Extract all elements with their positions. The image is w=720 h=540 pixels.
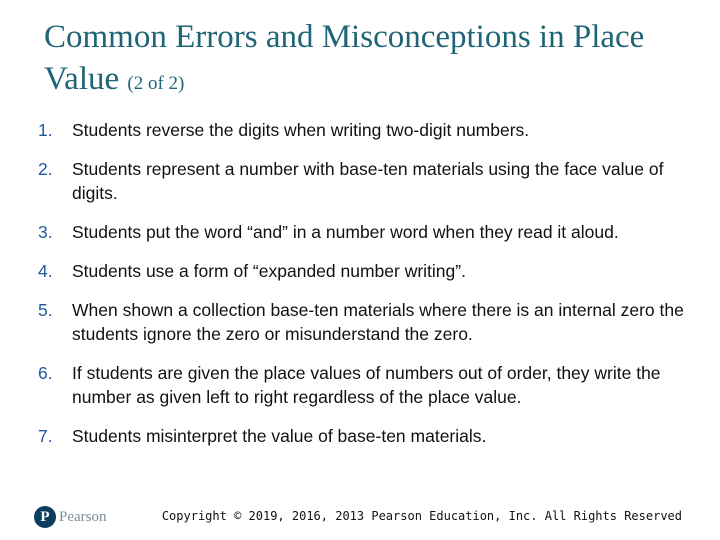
list-item-text: Students put the word “and” in a number word when they read it aloud. bbox=[72, 222, 619, 242]
list-item bbox=[38, 424, 698, 448]
misconceptions-list bbox=[38, 118, 698, 463]
list-item-text: Students represent a number with base-ten materials using the face value of digits. bbox=[72, 159, 664, 203]
list-item bbox=[38, 157, 698, 205]
slide-title bbox=[44, 16, 694, 105]
list-item-number: 2. bbox=[38, 159, 53, 179]
list-item bbox=[38, 298, 698, 346]
list-item-text: When shown a collection base-ten materials where there is an internal zero the students ignore the zero or misunderstand the zero. bbox=[72, 300, 684, 344]
copyright-notice: Copyright © 2019, 2016, 2013 Pearson Education, Inc. All Rights Reserved bbox=[161, 509, 682, 523]
slide-title-subtitle: (2 of 2) bbox=[127, 73, 185, 94]
list-item-text: Students use a form of “expanded number writing”. bbox=[72, 261, 466, 281]
list-item-text: Students misinterpret the value of base-ten materials. bbox=[72, 426, 487, 446]
list-item-number: 4. bbox=[38, 261, 53, 281]
pearson-logo-icon bbox=[34, 506, 56, 528]
pearson-logo-wordmark: Pearson bbox=[59, 508, 107, 525]
list-item-number: 1. bbox=[38, 120, 53, 140]
list-item-number: 7. bbox=[38, 426, 53, 446]
list-item-number: 5. bbox=[38, 300, 53, 320]
list-item bbox=[38, 220, 698, 244]
list-item-text: If students are given the place values of numbers out of order, they write the number as given left to right regardless of the place value. bbox=[72, 363, 661, 407]
list-item-number: 6. bbox=[38, 363, 53, 383]
list-item bbox=[38, 259, 698, 283]
list-item-number: 3. bbox=[38, 222, 53, 242]
pearson-logo bbox=[34, 506, 107, 528]
list-item bbox=[38, 361, 698, 409]
list-item-text: Students reverse the digits when writing two-digit numbers. bbox=[72, 120, 530, 140]
slide-title-main: Common Errors and Misconceptions in Place Value bbox=[44, 19, 645, 97]
pearson-logo-initial: P bbox=[40, 509, 50, 525]
list-item bbox=[38, 118, 698, 142]
